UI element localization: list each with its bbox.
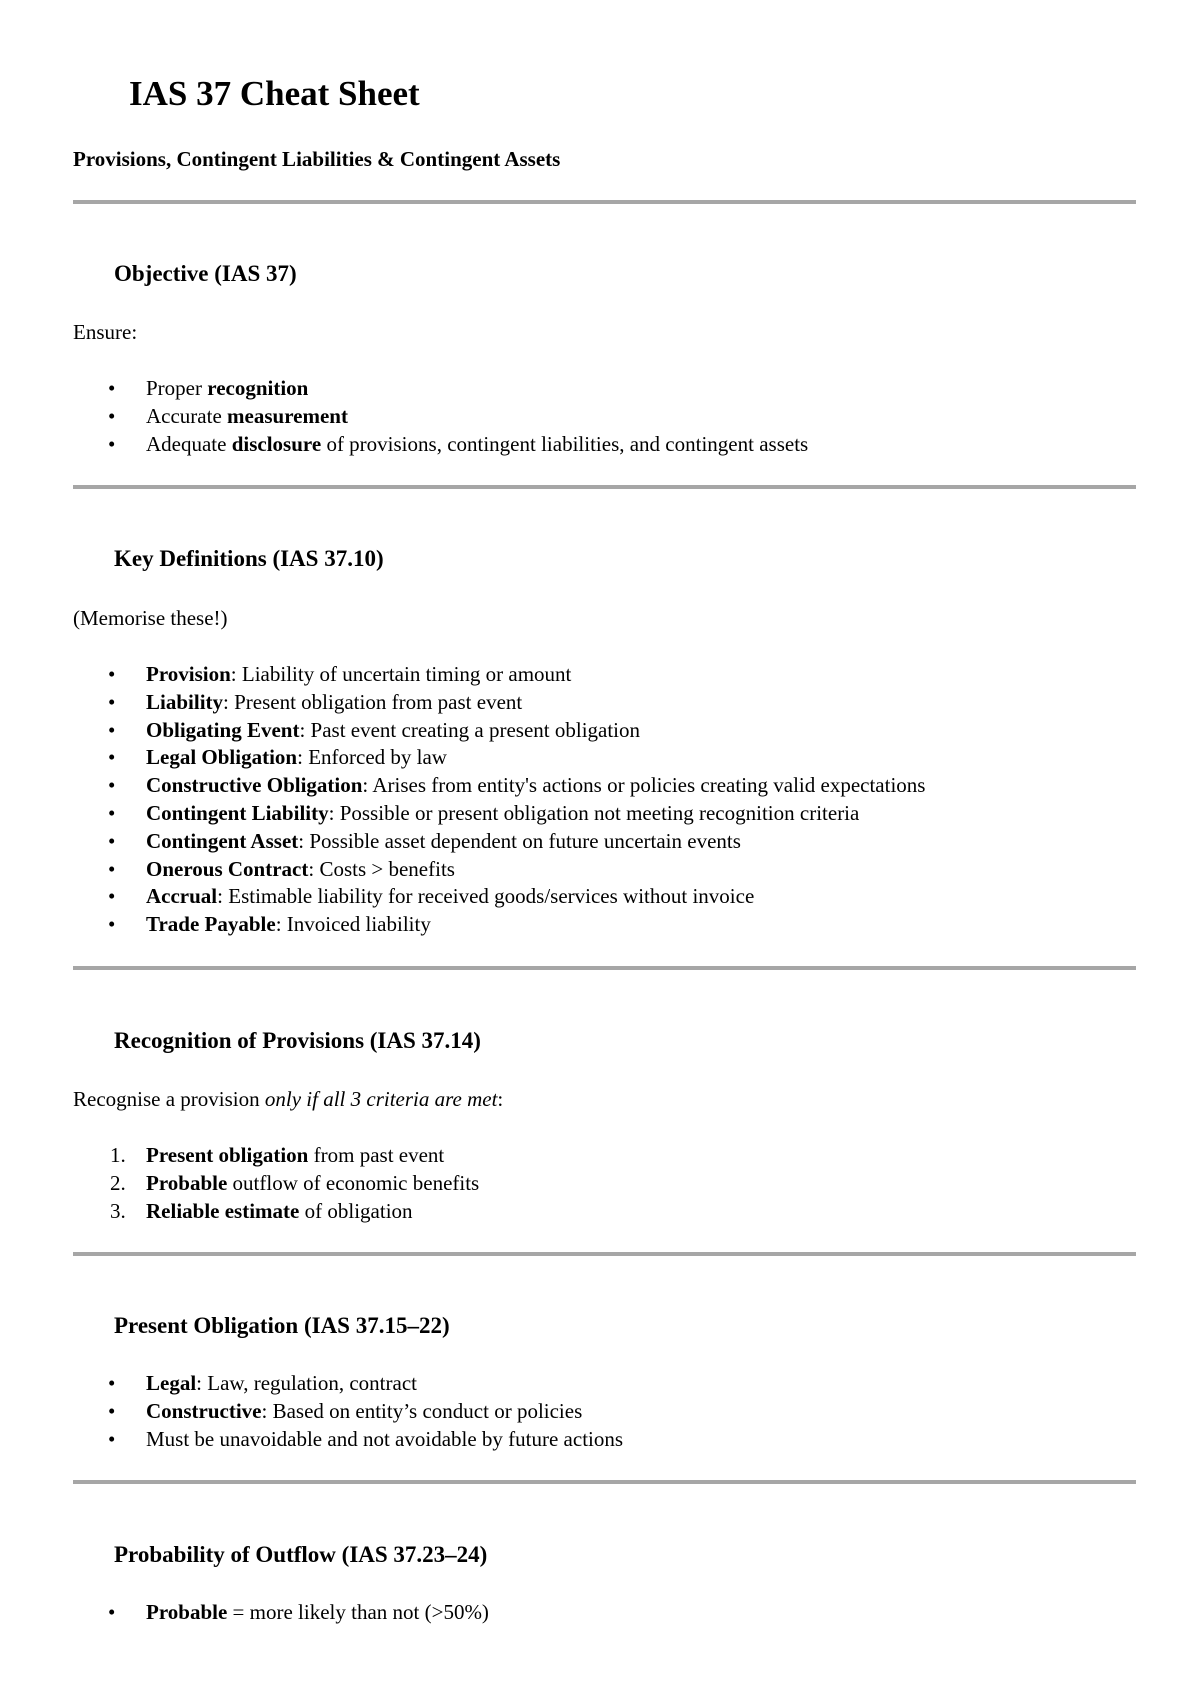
list-item: • Liability: Present obligation from past event (0, 689, 925, 717)
definitions-list (0, 661, 925, 939)
bullet-icon: • (108, 717, 116, 742)
list-number: 1. (110, 1143, 126, 1167)
probability-list (0, 1599, 489, 1627)
list-item: • Obligating Event: Past event creating a present obligation (0, 717, 925, 745)
bullet-icon: • (108, 1426, 116, 1451)
list-item: • Must be unavoidable and not avoidable by future actions (0, 1426, 623, 1454)
list-item: • Contingent Asset: Possible asset dependent on future uncertain events (0, 828, 925, 856)
bullet-icon: • (108, 1398, 116, 1423)
list-item: 1. Present obligation from past event (0, 1142, 479, 1170)
list-item: 2. Probable outflow of economic benefits (0, 1170, 479, 1198)
bullet-icon: • (108, 431, 116, 456)
list-item: • Accrual: Estimable liability for received goods/services without invoice (0, 883, 925, 911)
recognition-heading: Recognition of Provisions (IAS 37.14) (114, 1028, 481, 1053)
bullet-icon: • (108, 745, 116, 770)
present-obligation-heading: Present Obligation (IAS 37.15–22) (114, 1313, 450, 1338)
section-divider (73, 485, 1136, 489)
definitions-heading: Key Definitions (IAS 37.10) (114, 546, 384, 571)
list-item: • Probable = more likely than not (>50%) (0, 1599, 489, 1627)
bullet-icon: • (108, 800, 116, 825)
bullet-icon: • (108, 828, 116, 853)
bullet-icon: • (108, 912, 116, 937)
bullet-icon: • (108, 1371, 116, 1395)
list-item: 3. Reliable estimate of obligation (0, 1198, 479, 1226)
list-item: • Adequate disclosure of provisions, contingent liabilities, and contingent assets (0, 431, 808, 459)
list-item: • Constructive: Based on entity’s conduct or policies (0, 1398, 623, 1426)
probability-heading: Probability of Outflow (IAS 37.23–24) (114, 1542, 488, 1567)
list-item: • Onerous Contract: Costs > benefits (0, 856, 925, 884)
definitions-intro: (Memorise these!) (73, 606, 228, 630)
bullet-icon: • (108, 689, 116, 714)
recognition-intro: Recognise a provision only if all 3 criteria are met: (73, 1087, 504, 1111)
list-item: • Legal Obligation: Enforced by law (0, 744, 925, 772)
document-subtitle: Provisions, Contingent Liabilities & Contingent Assets (73, 147, 561, 171)
section-divider (73, 200, 1136, 204)
list-number: 3. (110, 1198, 126, 1223)
bullet-icon: • (108, 403, 116, 428)
recognition-criteria-list (0, 1142, 479, 1225)
objective-intro: Ensure: (73, 320, 138, 344)
list-item: • Proper recognition (0, 375, 808, 403)
list-item: • Provision: Liability of uncertain timing or amount (0, 661, 925, 689)
list-item: • Constructive Obligation: Arises from entity's actions or policies creating valid expectations (0, 772, 925, 800)
section-divider (73, 1480, 1136, 1484)
objective-heading: Objective (IAS 37) (114, 261, 297, 286)
present-obligation-list (0, 1370, 623, 1453)
list-item: • Legal: Law, regulation, contract (0, 1370, 623, 1398)
bullet-icon: • (108, 856, 116, 881)
section-divider (73, 1252, 1136, 1256)
list-item: • Contingent Liability: Possible or present obligation not meeting recognition criteria (0, 800, 925, 828)
list-item: • Trade Payable: Invoiced liability (0, 911, 925, 939)
bullet-icon: • (108, 376, 116, 400)
bullet-icon: • (108, 884, 116, 909)
bullet-icon: • (108, 662, 116, 686)
list-number: 2. (110, 1170, 126, 1195)
bullet-icon: • (108, 773, 116, 798)
document-title: IAS 37 Cheat Sheet (129, 74, 420, 113)
list-item: • Accurate measurement (0, 403, 808, 431)
bullet-icon: • (108, 1600, 116, 1624)
objective-list (0, 375, 808, 458)
section-divider (73, 966, 1136, 970)
